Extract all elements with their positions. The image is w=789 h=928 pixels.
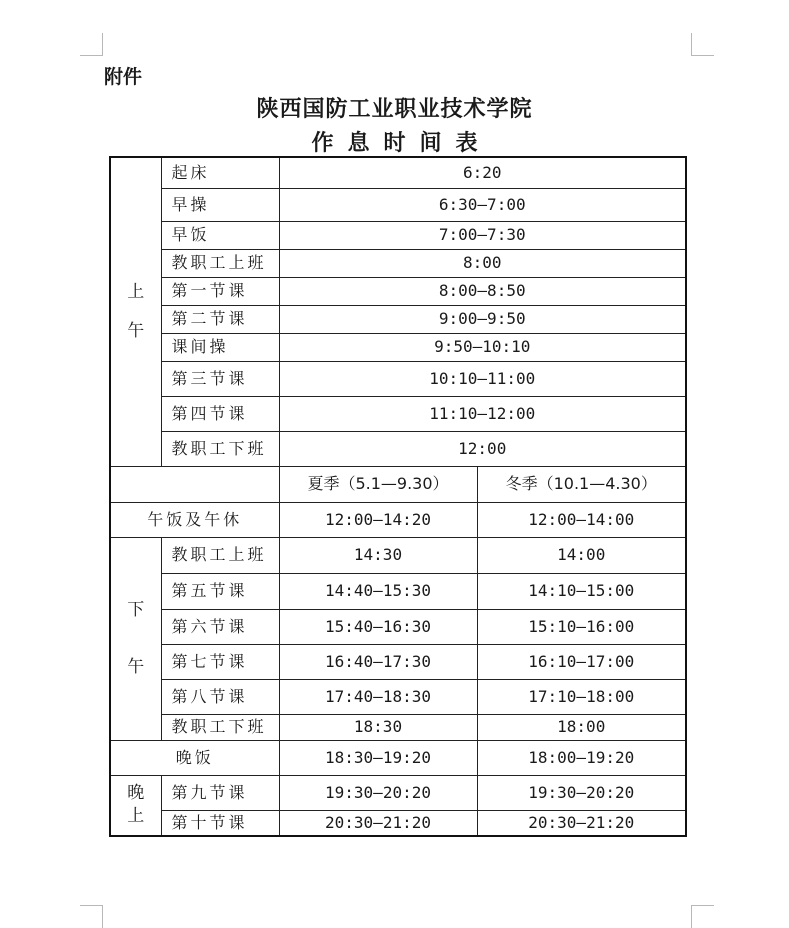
period-char: 晚 — [127, 783, 145, 804]
winter-time-value: 16:10—17:00 — [477, 644, 686, 679]
winter-time-value: 12:00—14:00 — [477, 502, 686, 537]
summer-time-value: 16:40—17:30 — [279, 644, 477, 679]
summer-time-value: 14:40—15:30 — [279, 573, 477, 609]
activity-label: 起床 — [161, 157, 279, 188]
table-row — [110, 714, 686, 740]
table-row — [110, 277, 686, 305]
period-char: 上 — [127, 281, 145, 302]
winter-time-value: 18:00 — [477, 714, 686, 740]
page-corner-mark-bottom-left — [80, 905, 103, 928]
table-row — [110, 644, 686, 679]
activity-label: 第二节课 — [161, 305, 279, 333]
summer-time-value: 15:40—16:30 — [279, 609, 477, 644]
winter-time-value: 17:10—18:00 — [477, 679, 686, 714]
table-row — [110, 609, 686, 644]
time-value: 7:00—7:30 — [279, 221, 686, 249]
time-value: 8:00—8:50 — [279, 277, 686, 305]
period-char: 午 — [127, 320, 145, 341]
winter-time-value: 19:30—20:20 — [477, 775, 686, 810]
table-row — [110, 221, 686, 249]
period-char: 午 — [127, 656, 145, 677]
winter-season-header: 冬季（10.1—4.30） — [477, 466, 686, 502]
activity-label: 午饭及午休 — [110, 502, 279, 537]
table-row — [110, 188, 686, 221]
activity-label: 第十节课 — [161, 810, 279, 836]
activity-label: 教职工下班 — [161, 431, 279, 466]
table-row — [110, 573, 686, 609]
winter-time-value: 14:00 — [477, 537, 686, 573]
table-row — [110, 396, 686, 431]
table-row — [110, 361, 686, 396]
winter-time-value: 18:00—19:20 — [477, 740, 686, 775]
period-char: 上 — [127, 806, 145, 827]
activity-label: 晚饭 — [110, 740, 279, 775]
activity-label: 第六节课 — [161, 609, 279, 644]
winter-time-value: 15:10—16:00 — [477, 609, 686, 644]
table-row — [110, 502, 686, 537]
summer-time-value: 18:30 — [279, 714, 477, 740]
summer-time-value: 20:30—21:20 — [279, 810, 477, 836]
attachment-label: 附件 — [104, 66, 143, 88]
activity-label: 第一节课 — [161, 277, 279, 305]
schedule-table — [109, 156, 687, 837]
activity-label: 第四节课 — [161, 396, 279, 431]
time-value: 6:20 — [279, 157, 686, 188]
winter-time-value: 20:30—21:20 — [477, 810, 686, 836]
table-row — [110, 249, 686, 277]
table-row — [110, 679, 686, 714]
time-value: 12:00 — [279, 431, 686, 466]
period-char: 下 — [127, 599, 145, 620]
table-row — [110, 333, 686, 361]
time-value: 8:00 — [279, 249, 686, 277]
activity-label: 早操 — [161, 188, 279, 221]
page-corner-mark-bottom-right — [691, 905, 714, 928]
period-cell-evening — [110, 775, 161, 836]
summer-time-value: 19:30—20:20 — [279, 775, 477, 810]
time-value: 6:30—7:00 — [279, 188, 686, 221]
empty-header-cell — [110, 466, 279, 502]
summer-season-header: 夏季（5.1—9.30） — [279, 466, 477, 502]
activity-label: 早饭 — [161, 221, 279, 249]
period-cell-morning — [110, 157, 161, 466]
time-value: 9:50—10:10 — [279, 333, 686, 361]
page-corner-mark-top-right — [691, 33, 714, 56]
table-row — [110, 810, 686, 836]
summer-time-value: 18:30—19:20 — [279, 740, 477, 775]
activity-label: 第八节课 — [161, 679, 279, 714]
table-row — [110, 537, 686, 573]
table-row — [110, 740, 686, 775]
time-value: 10:10—11:00 — [279, 361, 686, 396]
activity-label: 第九节课 — [161, 775, 279, 810]
page-corner-mark-top-left — [80, 33, 103, 56]
table-row — [110, 305, 686, 333]
winter-time-value: 14:10—15:00 — [477, 573, 686, 609]
activity-label: 教职工上班 — [161, 537, 279, 573]
document-subtitle: 作息时间表 — [311, 131, 492, 156]
activity-label: 第五节课 — [161, 573, 279, 609]
time-value: 11:10—12:00 — [279, 396, 686, 431]
summer-time-value: 17:40—18:30 — [279, 679, 477, 714]
table-row — [110, 431, 686, 466]
time-value: 9:00—9:50 — [279, 305, 686, 333]
table-row — [110, 775, 686, 810]
activity-label: 第三节课 — [161, 361, 279, 396]
season-header-row — [110, 466, 686, 502]
period-cell-afternoon — [110, 537, 161, 740]
summer-time-value: 14:30 — [279, 537, 477, 573]
table-row — [110, 157, 686, 188]
activity-label: 课间操 — [161, 333, 279, 361]
activity-label: 教职工下班 — [161, 714, 279, 740]
summer-time-value: 12:00—14:20 — [279, 502, 477, 537]
document-title: 陕西国防工业职业技术学院 — [256, 97, 533, 122]
activity-label: 第七节课 — [161, 644, 279, 679]
activity-label: 教职工上班 — [161, 249, 279, 277]
